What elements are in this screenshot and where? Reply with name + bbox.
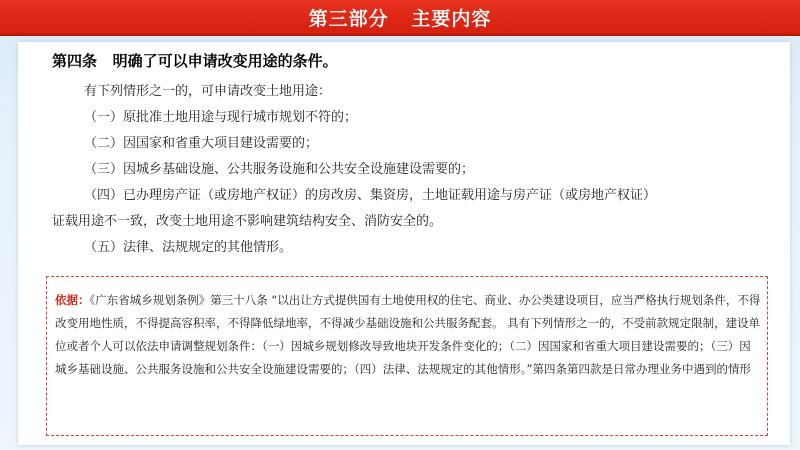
article-item-4: （四）已办理房产证（或房地产权证）的房改房、集资房，土地证载用途与房产证（或房地产权证）: [84, 188, 657, 203]
article-item-3: （三）因城乡基础设施、公共服务设施和公共安全设施建设需要的；: [84, 162, 475, 177]
content-panel: [18, 42, 790, 445]
article-item-4-cont: 证载用途不一致，改变土地用途不影响建筑结构安全、消防安全的。: [52, 214, 443, 229]
basis-label: 依据：: [55, 293, 90, 307]
article-intro: 有下列情形之一的，可申请改变土地用途：: [84, 84, 332, 99]
basis-text: [55, 289, 761, 381]
article-title: 第四条 明确了可以申请改变用途的条件。: [52, 52, 338, 70]
section-title: 第三部分 主要内容: [308, 7, 492, 30]
header-bar: [0, 0, 800, 36]
article-item-5: （五）法律、法规规定的其他情形。: [84, 240, 293, 255]
article-item-2: （二）因国家和省重大项目建设需要的；: [84, 136, 319, 151]
article-item-1: （一）原批准土地用途与现行城市规划不符的；: [84, 110, 358, 125]
basis-box: [46, 276, 768, 436]
basis-body: 《广东省城乡规划条例》第三十八条 “以出让方式提供国有土地使用权的住宅、商业、办公类建设项目，应当严格执行规划条件，不得改变用地性质，不得提高容积率，不得降低绿地率，不得减少基础设施和公共服务配套。 具有下列情形之一的，不受前款规定限制，建设单位或者个人可以依法申请调整规划条件：（一）因城乡规划修改导致地块开发条件变化的；（二）因国家和省重大项目建设需要的；（三）因城乡基础设施、公共服务设施和公共安全设施建设需要的；（四）法律、法规规定的其他情形。”第四条第四款是日常办理业务中遇到的情形: [55, 293, 761, 376]
